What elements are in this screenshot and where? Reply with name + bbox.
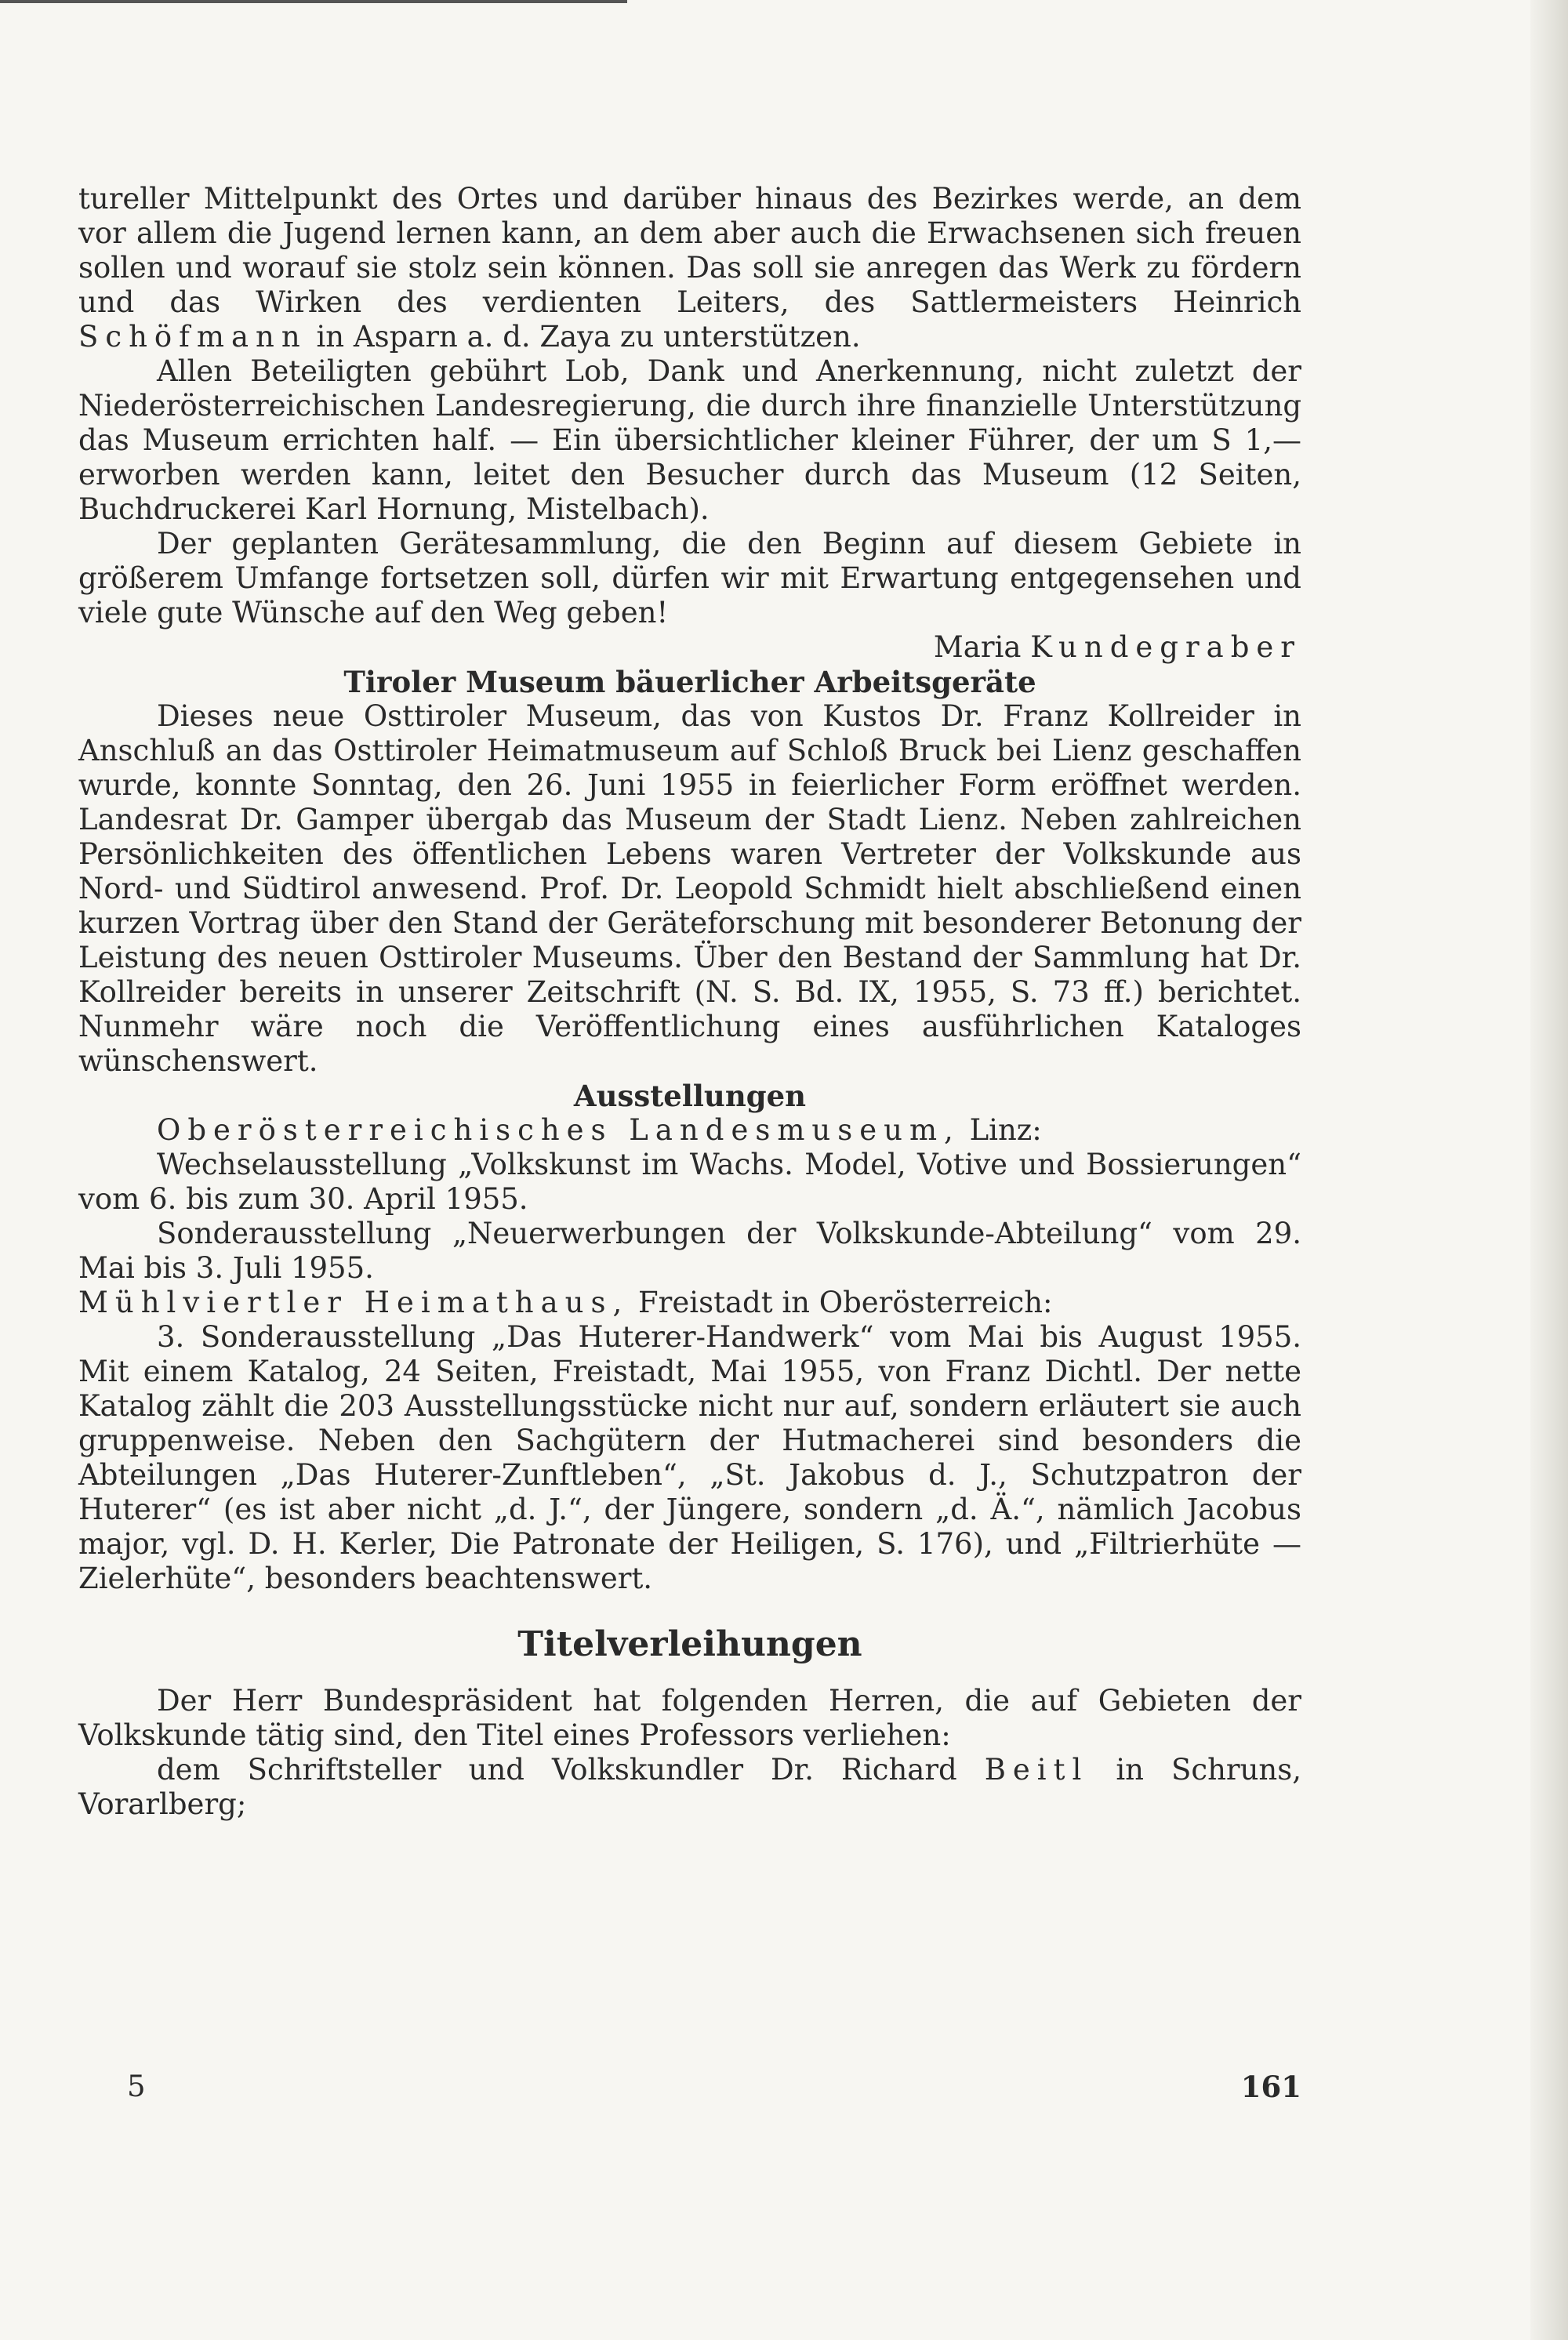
institution-2-paragraph-1: 3. Sonderausstellung „Das Huterer-Handwerk“ vom Mai bis August 1955. Mit einem Katalog, 24 Seiten, Freistadt, Mai 1955, von Franz Dichtl. Der nette Katalog zählt die 203 Ausstellungsstücke nicht nur auf, sondern erläutert sie auch gruppenweise. Neben den Sachgütern der Hutmacherei sind besonders die Abteilungen „Das Huterer-Zunftleben“, „St. Jakobus d. J., Schutzpatron der Huterer“ (es ist aber nicht „d. J.“, der Jüngere, sondern „d. Ä.“, nämlich Jacobus major, vgl. D. H. Kerler, Die Patronate der Heiligen, S. 176), und „Filtrierhüte — Zielerhüte“, besonders beachtenswert. <box>78 1320 1301 1595</box>
section-heading-tiroler-museum: Tiroler Museum bäuerlicher Arbeitsgeräte <box>343 665 1036 699</box>
article1-paragraph-1: tureller Mittelpunkt des Ortes und darüber hinaus des Bezirkes werde, an dem vor allem die Jugend lernen kann, an dem aber auch die Erwachsenen sich freuen sollen und worauf sie stolz sein können. Das soll sie anregen das Werk zu fördern und das Wirken des verdienten Leiters, des Sattlermeisters Heinrich Schöfmann in Asparn a. d. Zaya zu unterstützen. <box>78 182 1301 354</box>
article1-signature: Maria Kundegraber <box>933 630 1301 664</box>
article4-paragraph-1: Der Herr Bundespräsident hat folgenden Herren, die auf Gebieten der Volkskunde tätig sind, den Titel eines Professors verliehen: <box>78 1684 1301 1752</box>
section-heading-ausstellungen: Ausstellungen <box>573 1079 807 1113</box>
page-edge-shadow <box>1530 0 1568 2340</box>
page-body <box>78 182 1301 1822</box>
page-number: 161 <box>1240 2070 1301 2104</box>
institution-1-paragraph-2: Sonderausstellung „Neuerwerbungen der Volkskunde-Abteilung“ vom 29. Mai bis 3. Juli 1955. <box>78 1217 1301 1285</box>
section-heading-titelverleihungen: Titelverleihungen <box>517 1624 862 1664</box>
signature-mark: 5 <box>127 2070 146 2103</box>
article2-paragraph-1: Dieses neue Osttiroler Museum, das von Kustos Dr. Franz Kollreider in Anschluß an das Osttiroler Heimatmuseum auf Schloß Bruck bei Lienz geschaffen wurde, konnte Sonntag, den 26. Juni 1955 in feierlicher Form eröffnet werden. Landesrat Dr. Gamper übergab das Museum der Stadt Lienz. Neben zahlreichen Persönlichkeiten des öffentlichen Lebens waren Vertreter der Volkskunde aus Nord- und Südtirol anwesend. Prof. Dr. Leopold Schmidt hielt abschließend einen kurzen Vortrag über den Stand der Geräteforschung mit besonderer Betonung der Leistung des neuen Osttiroler Museums. Über den Bestand der Sammlung hat Dr. Kollreider bereits in unserer Zeitschrift (N. S. Bd. IX, 1955, S. 73 ff.) berichtet. Nunmehr wäre noch die Veröffentlichung eines ausführlichen Kataloges wünschenswert. <box>78 699 1301 1078</box>
article4-paragraph-2: dem Schriftsteller und Volkskundler Dr. Richard Beitl in Schruns, Vorarlberg; <box>78 1753 1301 1821</box>
institution-1-line: Oberösterreichisches Landesmuseum, Linz: <box>157 1113 1042 1147</box>
institution-1-paragraph-1: Wechselausstellung „Volkskunst im Wachs. Model, Votive und Bossierungen“ vom 6. bis zum 30. April 1955. <box>78 1148 1301 1216</box>
article1-paragraph-2: Allen Beteiligten gebührt Lob, Dank und Anerkennung, nicht zuletzt der Niederösterreichischen Landesregierung, die durch ihre finanzielle Unterstützung das Museum errichten half. — Ein übersichtlicher kleiner Führer, der um S 1,— erworben werden kann, leitet den Besucher durch das Museum (12 Seiten, Buchdruckerei Karl Hornung, Mistelbach). <box>78 354 1301 526</box>
article1-paragraph-3: Der geplanten Gerätesammlung, die den Beginn auf diesem Gebiete in größerem Umfange fortsetzen soll, dürfen wir mit Erwartung entgegensehen und viele gute Wünsche auf den Weg geben! <box>78 527 1301 629</box>
institution-2-line: Mühlviertler Heimathaus, Freistadt in Oberösterreich: <box>78 1286 1053 1319</box>
top-scan-rule <box>0 0 627 3</box>
